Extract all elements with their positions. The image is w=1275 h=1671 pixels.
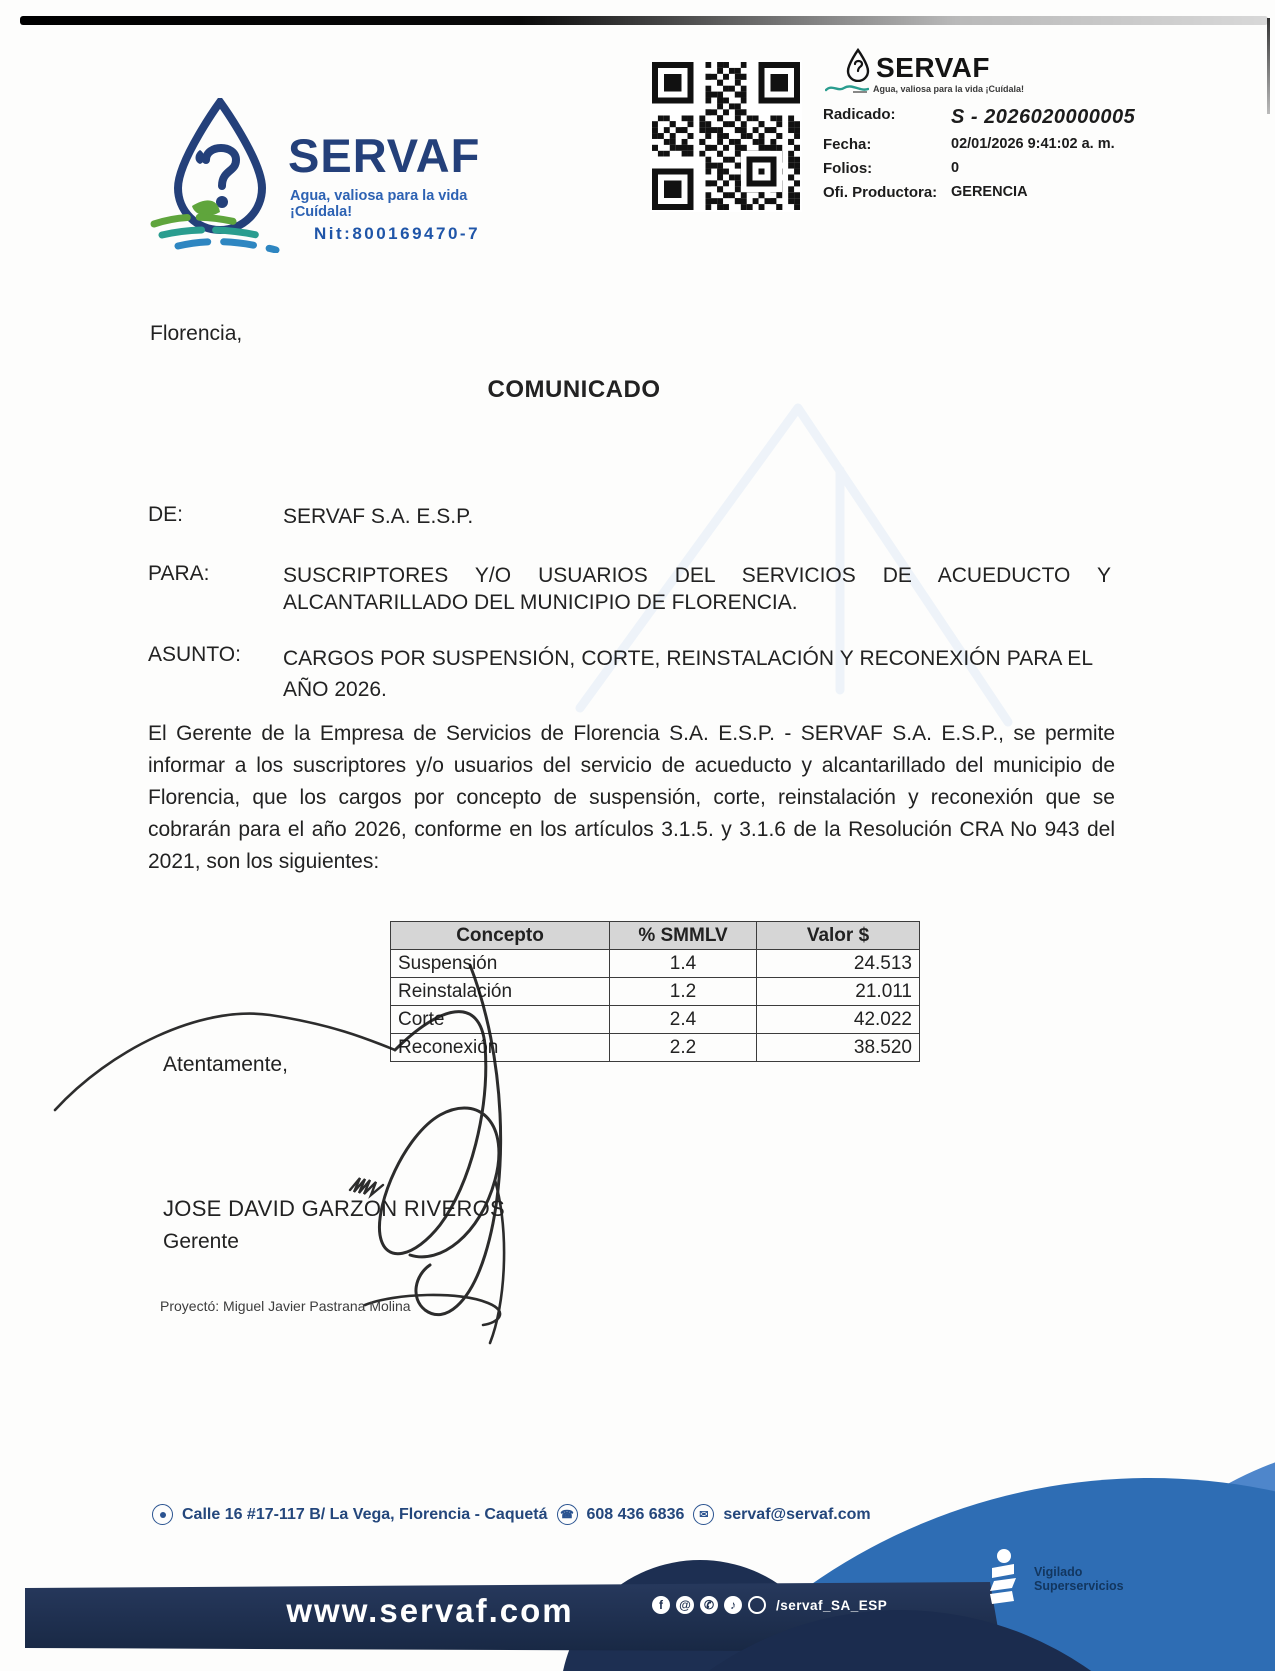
fecha-value: 02/01/2026 9:41:02 a. m. [951,136,1115,152]
location-icon [152,1504,173,1525]
body-paragraph: El Gerente de la Empresa de Servicios de Florencia S.A. E.S.P. - SERVAF S.A. E.S.P., se permite informar a los suscriptores y/o usuarios del servicio de acueducto y alcantarillado del municipio de Florencia, que los cargos por concepto de suspensión, corte, reinstalación y reconexión que se cobrarán para el año 2026, conforme en los artículos 3.1.5. y 3.1.6 de la Resolución CRA No 943 del 2021, son los siguientes: [148,722,1115,873]
email-text: servaf@servaf.com [723,1505,871,1523]
vigilado-line2: Superservicios [1034,1579,1124,1593]
scan-artifact-top-bar [20,16,1268,25]
radicado-label: Radicado: [823,106,896,123]
cell-concepto: Suspensión [391,950,610,978]
header-smmlv: % SMMLV [610,922,757,950]
cell-concepto: Corte [391,1006,610,1034]
fecha-label: Fecha: [823,136,872,153]
stamp-drop-icon [845,48,871,82]
oficina-label: Ofi. Productora: [823,184,938,201]
table-row [391,1034,920,1062]
charges-table [390,921,920,1062]
header-valor: Valor $ [757,922,920,950]
stamp-wordmark: SERVAF [876,52,990,83]
logo-tagline: Agua, valiosa para la vida ¡Cuídala! [290,188,468,220]
logo-nit: Nit:800169470-7 [314,224,481,243]
table-row [391,950,920,978]
stamp-wave-icon [825,84,869,94]
asunto-value: CARGOS POR SUSPENSIÓN, CORTE, REINSTALACIÓN Y RECONEXIÓN PARA EL AÑO 2026. [283,647,1093,701]
document-title: COMUNICADO [487,376,661,403]
social-circle-icon [748,1596,766,1614]
vigilado-line1: Vigilado [1034,1565,1083,1579]
oficina-value: GERENCIA [951,184,1028,200]
stamp-tagline: Agua, valiosa para la vida ¡Cuídala! [873,84,1025,94]
asunto-label: ASUNTO: [148,643,241,666]
folios-label: Folios: [823,160,873,177]
facebook-icon: f [652,1596,670,1614]
vigilado-superservicios-logo [982,1548,1124,1610]
de-label: DE: [148,503,184,526]
radicado-stamp-block [823,48,1163,201]
tiktok-icon: ♪ [724,1596,742,1614]
cell-smmlv: 2.4 [610,1006,757,1034]
table-header-row [391,922,920,950]
cell-smmlv: 2.2 [610,1034,757,1062]
table-row [391,1006,920,1034]
cell-concepto: Reinstalación [391,978,610,1006]
cell-smmlv: 1.4 [610,950,757,978]
signer-name: JOSE DAVID GARZON RIVEROS [163,1196,506,1221]
qr-code [650,60,802,212]
cell-valor: 21.011 [757,978,920,1006]
instagram-icon: @ [676,1596,694,1614]
cell-valor: 24.513 [757,950,920,978]
website-text: www.servaf.com [286,1592,574,1629]
phone-text: 608 436 6836 [586,1505,685,1523]
signer-title: Gerente [163,1230,239,1253]
city-line: Florencia, [150,322,243,345]
para-value: SUSCRIPTORES Y/O USUARIOS DEL SERVICIOS DE ACUEDUCTO Y ALCANTARILLADO DEL MUNICIPIO DE FLORENCIA. [283,564,1111,614]
table-row [391,978,920,1006]
cell-valor: 38.520 [757,1034,920,1062]
para-label: PARA: [148,562,210,585]
contact-line [152,1504,871,1525]
social-handle: /servaf_SA_ESP [776,1597,888,1613]
scan-artifact-right-line [1267,18,1270,114]
de-value: SERVAF S.A. E.S.P. [283,505,474,528]
prepared-by-line: Proyectó: Miguel Javier Pastrana Molina [160,1298,411,1314]
whatsapp-icon: ✆ [700,1596,718,1614]
cell-smmlv: 1.2 [610,978,757,1006]
address-text: Calle 16 #17-117 B/ La Vega, Florencia - Caquetá [182,1505,548,1523]
superservicios-icon [982,1548,1024,1610]
email-icon: ✉ [693,1504,714,1525]
phone-icon: ☎ [557,1504,578,1525]
closing-line: Atentamente, [163,1053,288,1076]
radicado-fields [823,106,1163,201]
logo-wordmark: SERVAF [288,129,481,182]
header-concepto: Concepto [391,922,610,950]
cell-concepto: Reconexión [391,1034,610,1062]
cell-valor: 42.022 [757,1006,920,1034]
folios-value: 0 [951,160,960,176]
social-row [652,1596,887,1614]
radicado-value: S - 2026020000005 [951,106,1136,128]
